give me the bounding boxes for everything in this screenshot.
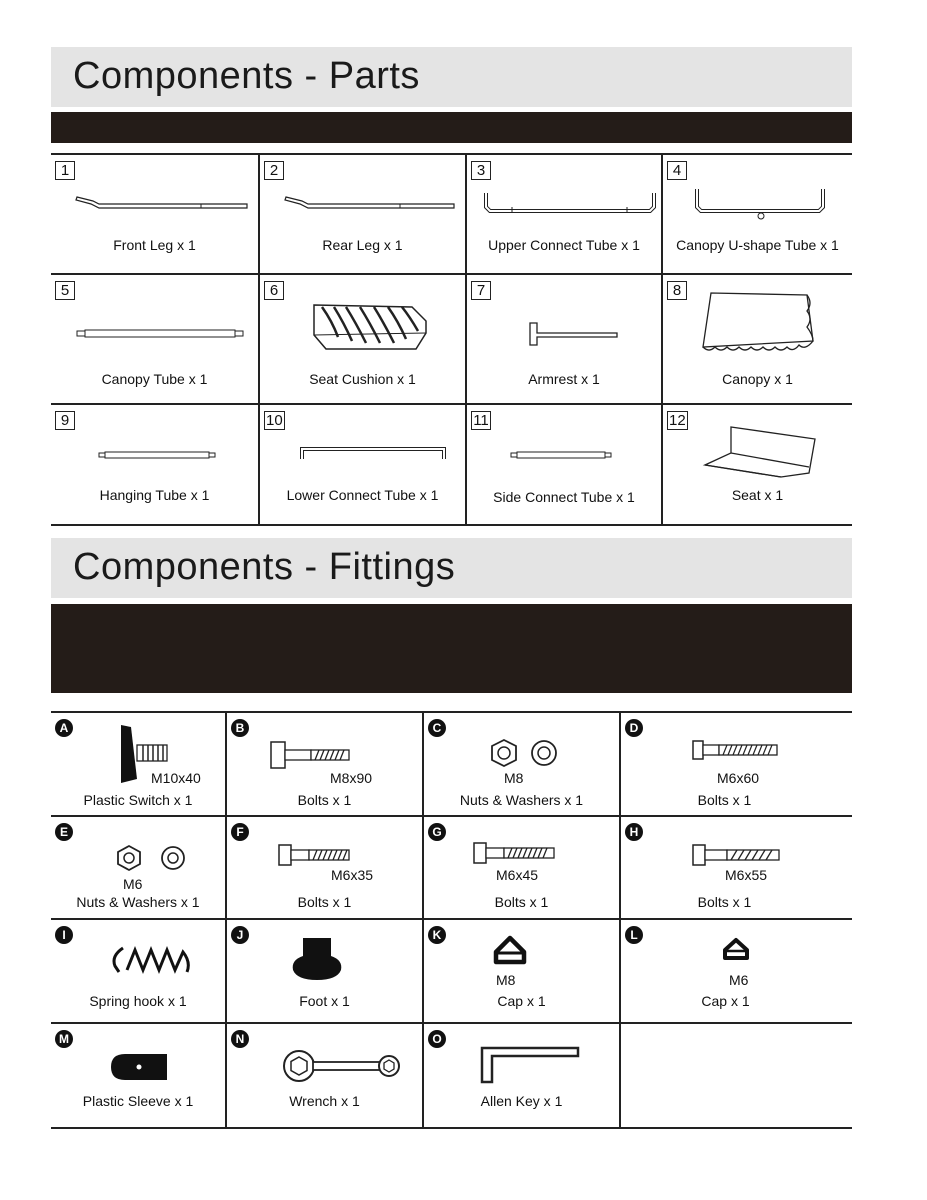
fittings-section-header [51, 538, 852, 598]
fitting-cell-m [51, 1024, 225, 1127]
part-label: Seat Cushion x 1 [309, 371, 416, 387]
part-cell-8 [663, 275, 852, 403]
upper-connect-tube-icon [482, 189, 657, 215]
side-connect-tube-icon [507, 449, 617, 461]
rear-leg-tube-icon [280, 191, 460, 211]
part-cell-1 [51, 155, 258, 273]
part-number: 9 [55, 411, 75, 430]
part-number: 5 [55, 281, 75, 300]
part-number: 11 [471, 411, 491, 430]
plastic-sleeve-icon [107, 1050, 171, 1084]
bolt-icon [689, 843, 783, 867]
fitting-cell-h [621, 817, 852, 918]
fitting-cell-c [424, 713, 619, 815]
grid-line [51, 524, 852, 526]
part-cell-3 [467, 155, 661, 273]
part-cell-11 [467, 405, 661, 524]
fitting-label: Foot x 1 [299, 993, 350, 1009]
armrest-icon [525, 319, 625, 351]
front-leg-tube-icon [71, 191, 251, 211]
fitting-letter: M [55, 1030, 73, 1048]
fitting-label: Bolts x 1 [297, 792, 352, 808]
bolt-icon [470, 841, 560, 865]
part-label: Canopy x 1 [722, 371, 793, 387]
wrench-icon [279, 1046, 405, 1086]
parts-section-title: Components - Parts [73, 55, 420, 97]
fitting-letter: F [231, 823, 249, 841]
fitting-size: M6 [729, 972, 749, 988]
fitting-letter: I [55, 926, 73, 944]
part-cell-5 [51, 275, 258, 403]
part-label: Upper Connect Tube x 1 [488, 237, 640, 253]
fitting-label: Plastic Switch x 1 [83, 792, 193, 808]
fitting-cell-n [227, 1024, 422, 1127]
parts-grid [51, 153, 852, 527]
fitting-size: M6x45 [496, 867, 539, 883]
canopy-tube-icon [73, 327, 248, 341]
fitting-label: Bolts x 1 [494, 894, 549, 910]
part-number: 2 [264, 161, 284, 180]
grid-line [51, 1127, 852, 1129]
nut-washer-icon [113, 843, 189, 873]
fitting-letter: H [625, 823, 643, 841]
fitting-cell-l [621, 920, 852, 1022]
fitting-cell-d [621, 713, 852, 815]
fitting-label: Bolts x 1 [297, 894, 352, 910]
part-number: 3 [471, 161, 491, 180]
fitting-label: Plastic Sleeve x 1 [82, 1093, 194, 1109]
fitting-cell-e [51, 817, 225, 918]
fitting-cell-k [424, 920, 619, 1022]
fitting-label: Bolts x 1 [697, 894, 752, 910]
parts-section-header [51, 47, 852, 107]
part-cell-2 [260, 155, 465, 273]
part-number: 1 [55, 161, 75, 180]
fitting-label: Nuts & Washers x 1 [459, 792, 584, 808]
part-cell-6 [260, 275, 465, 403]
fittings-grid [51, 711, 852, 1131]
nut-washer-icon [486, 737, 562, 769]
fitting-letter: A [55, 719, 73, 737]
fitting-size: M8 [504, 770, 524, 786]
fitting-letter: N [231, 1030, 249, 1048]
part-label: Armrest x 1 [528, 371, 600, 387]
part-cell-7 [467, 275, 661, 403]
fitting-letter: B [231, 719, 249, 737]
fitting-letter: C [428, 719, 446, 737]
canopy-icon [699, 287, 819, 363]
part-label: Side Connect Tube x 1 [493, 489, 635, 505]
canopy-u-shape-tube-icon [691, 185, 831, 221]
fitting-size: M6x55 [725, 867, 768, 883]
fitting-label: Spring hook x 1 [89, 993, 187, 1009]
bolt-icon [689, 739, 781, 761]
foot-icon [287, 934, 347, 984]
fitting-cell-o [424, 1024, 619, 1127]
bolt-icon [267, 739, 353, 771]
part-cell-4 [663, 155, 852, 273]
part-number: 4 [667, 161, 687, 180]
spring-hook-icon [109, 942, 195, 978]
fitting-size: M6x60 [717, 770, 760, 786]
part-label: Hanging Tube x 1 [99, 487, 210, 503]
part-number: 6 [264, 281, 284, 300]
part-number: 10 [266, 412, 283, 429]
part-label: Canopy Tube x 1 [101, 371, 208, 387]
lower-connect-tube-icon [298, 443, 448, 465]
part-label: Rear Leg x 1 [322, 237, 403, 253]
fitting-cell-j [227, 920, 422, 1022]
fitting-letter: E [55, 823, 73, 841]
fitting-label: Cap x 1 [497, 993, 546, 1009]
fitting-size: M10x40 [151, 770, 201, 786]
bolt-icon [275, 843, 355, 867]
fittings-dark-bar [51, 604, 852, 693]
part-label: Seat x 1 [731, 487, 784, 503]
fittings-section-title: Components - Fittings [73, 546, 456, 588]
fitting-size: M8x90 [330, 770, 373, 786]
fitting-label: Bolts x 1 [697, 792, 752, 808]
fitting-cell-empty [621, 1024, 852, 1127]
seat-icon [701, 419, 821, 483]
part-cell-10 [260, 405, 465, 524]
part-label: Front Leg x 1 [113, 237, 196, 253]
parts-dark-bar [51, 112, 852, 143]
fitting-letter: J [231, 926, 249, 944]
fitting-label: Wrench x 1 [289, 1093, 360, 1109]
part-cell-9 [51, 405, 258, 524]
part-number: 7 [471, 281, 491, 300]
fitting-cell-f [227, 817, 422, 918]
fitting-letter: D [625, 719, 643, 737]
part-label: Lower Connect Tube x 1 [286, 487, 439, 503]
allen-key-icon [476, 1044, 582, 1086]
fitting-letter: K [428, 926, 446, 944]
fitting-size: M6x35 [331, 867, 374, 883]
part-cell-12 [663, 405, 852, 524]
fitting-size: M6 [123, 876, 143, 892]
seat-cushion-icon [308, 301, 434, 355]
fitting-label: Cap x 1 [701, 993, 750, 1009]
fitting-cell-g [424, 817, 619, 918]
part-label: Canopy U-shape Tube x 1 [676, 237, 839, 253]
fitting-cell-i [51, 920, 225, 1022]
fitting-cell-a [51, 713, 225, 815]
part-number: 8 [667, 281, 687, 300]
cap-icon [721, 936, 751, 964]
fitting-letter: L [625, 926, 643, 944]
fitting-size: M8 [496, 972, 516, 988]
cap-icon [490, 934, 530, 968]
fitting-letter: O [428, 1030, 446, 1048]
fitting-label: Allen Key x 1 [480, 1093, 563, 1109]
fitting-label: Nuts & Washers x 1 [76, 894, 200, 910]
fitting-letter: G [428, 823, 446, 841]
hanging-tube-icon [95, 449, 220, 461]
fitting-cell-b [227, 713, 422, 815]
part-number: 12 [669, 412, 686, 429]
